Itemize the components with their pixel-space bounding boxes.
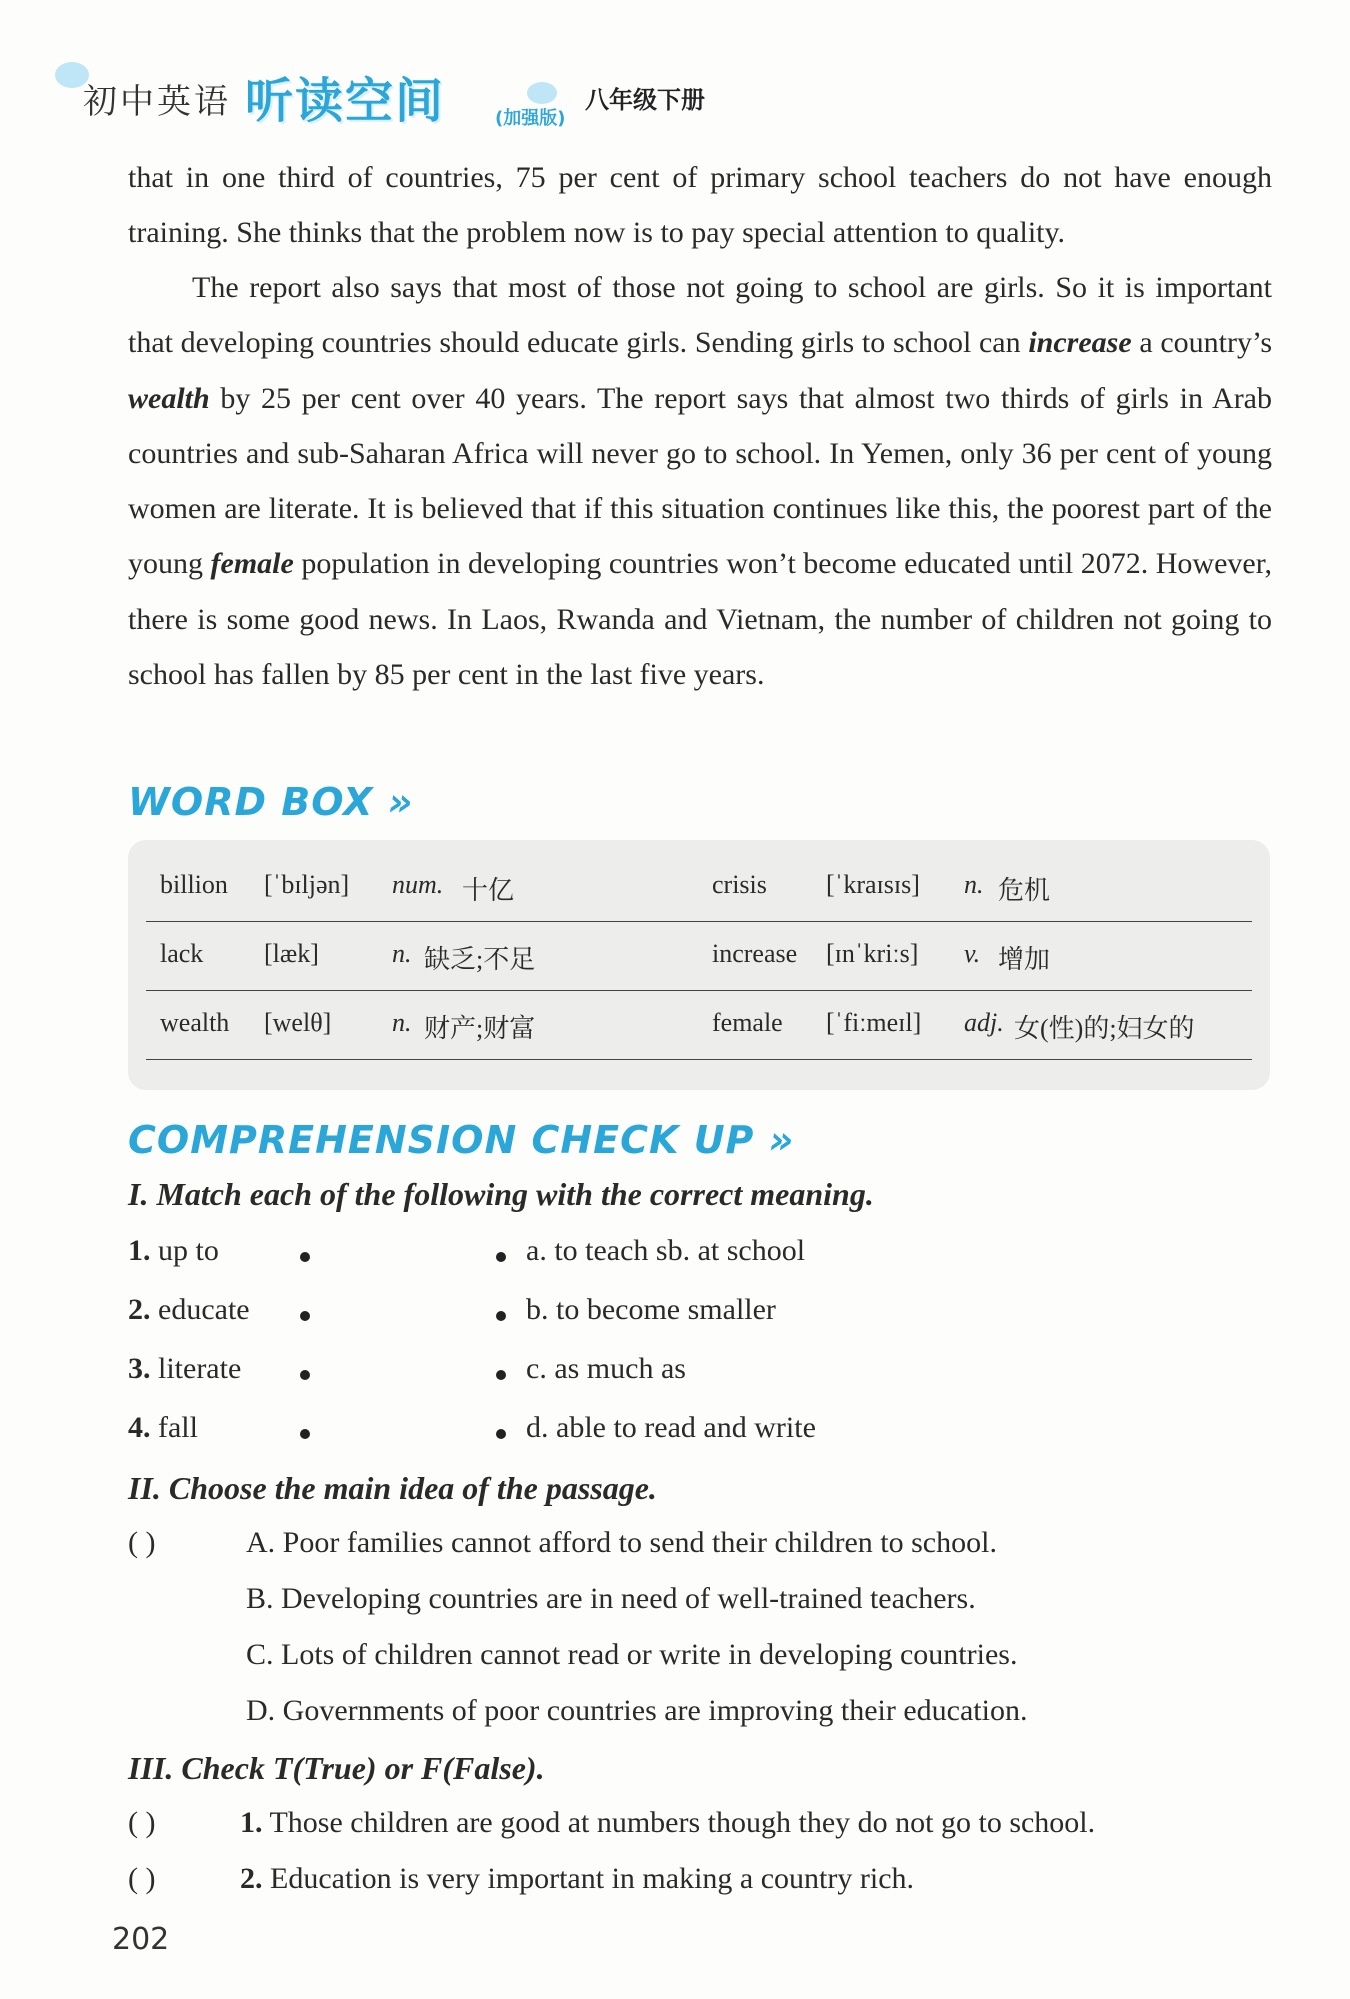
match-item	[128, 1352, 241, 1386]
item-number: 3.	[128, 1352, 151, 1385]
part3-heading: III. Check T(True) or F(False).	[128, 1750, 545, 1786]
vocab-phonetic: [ˈbɪljən]	[264, 870, 350, 899]
vocab-meaning: 缺乏;不足	[424, 945, 536, 974]
match-item	[128, 1411, 198, 1445]
statement-text: Those children are good at numbers though they do not go to school.	[269, 1806, 1096, 1839]
match-dot-left[interactable]	[300, 1252, 310, 1262]
vocab-meaning: 十亿	[462, 876, 515, 905]
series-title: 初中英语	[83, 82, 231, 122]
brand-logo: 听读空间	[245, 73, 446, 129]
passage-paragraph-1	[128, 150, 1272, 261]
vocab-phonetic: [welθ]	[264, 1008, 332, 1037]
part1-heading: I. Match each of the following with the correct meaning.	[128, 1176, 874, 1212]
paragraph-text: that in one third of countries, 75 per cent of primary school teachers do not have enough training. She thinks that the problem now is to pay special attention to quality.	[128, 161, 1272, 250]
tf-statement	[240, 1862, 914, 1896]
vocab-word: crisis	[712, 870, 767, 899]
paragraph-text: by 25 per cent over 40 years. The report says that almost two thirds of girls in Arab countries and sub-Saharan Africa will never go to school. In Yemen, only 36 per cent of young women are literate. It is believed that if this situation continues like this, the poorest part of the young	[128, 381, 1272, 581]
item-number: 2.	[128, 1293, 151, 1326]
match-option: a. to teach sb. at school	[526, 1234, 806, 1267]
word-box-row	[146, 990, 1252, 1060]
part2-heading: II. Choose the main idea of the passage.	[128, 1470, 657, 1506]
statement-text: Education is very important in making a country rich.	[270, 1862, 915, 1895]
answer-blank[interactable]: ( )	[128, 1526, 156, 1559]
match-dot-right[interactable]	[496, 1252, 506, 1262]
item-text: literate	[158, 1352, 242, 1385]
answer-blank[interactable]: ( )	[128, 1862, 156, 1895]
vocab-word: lack	[160, 939, 204, 968]
grade-label: 八年级下册	[585, 86, 705, 114]
match-dot-right[interactable]	[496, 1429, 506, 1439]
item-text: fall	[158, 1411, 198, 1444]
match-dot-left[interactable]	[300, 1311, 310, 1321]
page-number: 202	[112, 1922, 170, 1957]
word-box-row	[146, 852, 1252, 922]
match-dot-left[interactable]	[300, 1370, 310, 1380]
match-item	[128, 1234, 219, 1268]
vocab-meaning: 增加	[998, 945, 1051, 974]
vocab-meaning: 财产;财富	[424, 1014, 536, 1043]
keyword-female: female	[210, 547, 294, 581]
match-option: d. able to read and write	[526, 1411, 816, 1444]
match-item	[128, 1293, 250, 1327]
tf-statement	[240, 1806, 1095, 1840]
keyword-wealth: wealth	[128, 381, 210, 415]
vocab-meaning: 危机	[998, 876, 1051, 905]
page-header	[55, 58, 855, 138]
match-dot-right[interactable]	[496, 1370, 506, 1380]
item-number: 4.	[128, 1411, 151, 1444]
match-option: b. to become smaller	[526, 1293, 776, 1326]
vocab-phonetic: [læk]	[264, 939, 319, 968]
choice-option-c: C. Lots of children cannot read or write in developing countries.	[246, 1638, 1018, 1671]
vocab-pos: num.	[392, 870, 444, 899]
word-box-title: WORD BOX »	[128, 780, 414, 824]
paragraph-text: population in developing countries won’t become educated until 2072. However, there is some good news. In Laos, Rwanda and Vietnam, the number of children not going to school has fallen by 85 per cent in the last five years.	[128, 547, 1273, 692]
keyword-increase: increase	[1028, 326, 1132, 360]
vocab-word: increase	[712, 939, 798, 968]
vocab-word: wealth	[160, 1008, 230, 1037]
match-dot-left[interactable]	[300, 1429, 310, 1439]
match-option: c. as much as	[526, 1352, 686, 1385]
choice-option-d: D. Governments of poor countries are improving their education.	[246, 1694, 1028, 1727]
vocab-pos: adj.	[964, 1008, 1004, 1037]
word-box	[128, 840, 1270, 1090]
item-text: up to	[158, 1234, 219, 1267]
passage-paragraph-2	[128, 260, 1272, 702]
choice-option-b: B. Developing countries are in need of well-trained teachers.	[246, 1582, 976, 1615]
item-number: 1.	[128, 1234, 151, 1267]
answer-blank[interactable]: ( )	[128, 1806, 156, 1839]
vocab-pos: v.	[964, 939, 981, 968]
match-dot-right[interactable]	[496, 1311, 506, 1321]
vocab-pos: n.	[392, 939, 412, 968]
word-box-row	[146, 921, 1252, 991]
vocab-word: billion	[160, 870, 228, 899]
vocab-pos: n.	[964, 870, 984, 899]
paragraph-text: a country’s	[1131, 326, 1272, 360]
item-number: 2.	[240, 1862, 263, 1895]
vocab-phonetic: [ˈkraɪsɪs]	[826, 870, 920, 899]
vocab-phonetic: [ˈfiːmeɪl]	[826, 1008, 922, 1037]
paragraph-text: The report also says that most of those not going to school are girls. So it is important that developing countries should educate girls. Sending girls to school can	[128, 271, 1272, 360]
vocab-phonetic: [ɪnˈkriːs]	[826, 939, 919, 968]
vocab-meaning: 女(性)的;妇女的	[1014, 1014, 1195, 1043]
decorative-bubble	[527, 82, 557, 104]
choice-option-a: A. Poor families cannot afford to send their children to school.	[246, 1526, 997, 1559]
comprehension-title: COMPREHENSION CHECK UP »	[128, 1118, 795, 1162]
vocab-pos: n.	[392, 1008, 412, 1037]
edition-label: (加强版)	[495, 108, 566, 129]
item-text: educate	[158, 1293, 250, 1326]
vocab-word: female	[712, 1008, 783, 1037]
item-number: 1.	[240, 1806, 263, 1839]
